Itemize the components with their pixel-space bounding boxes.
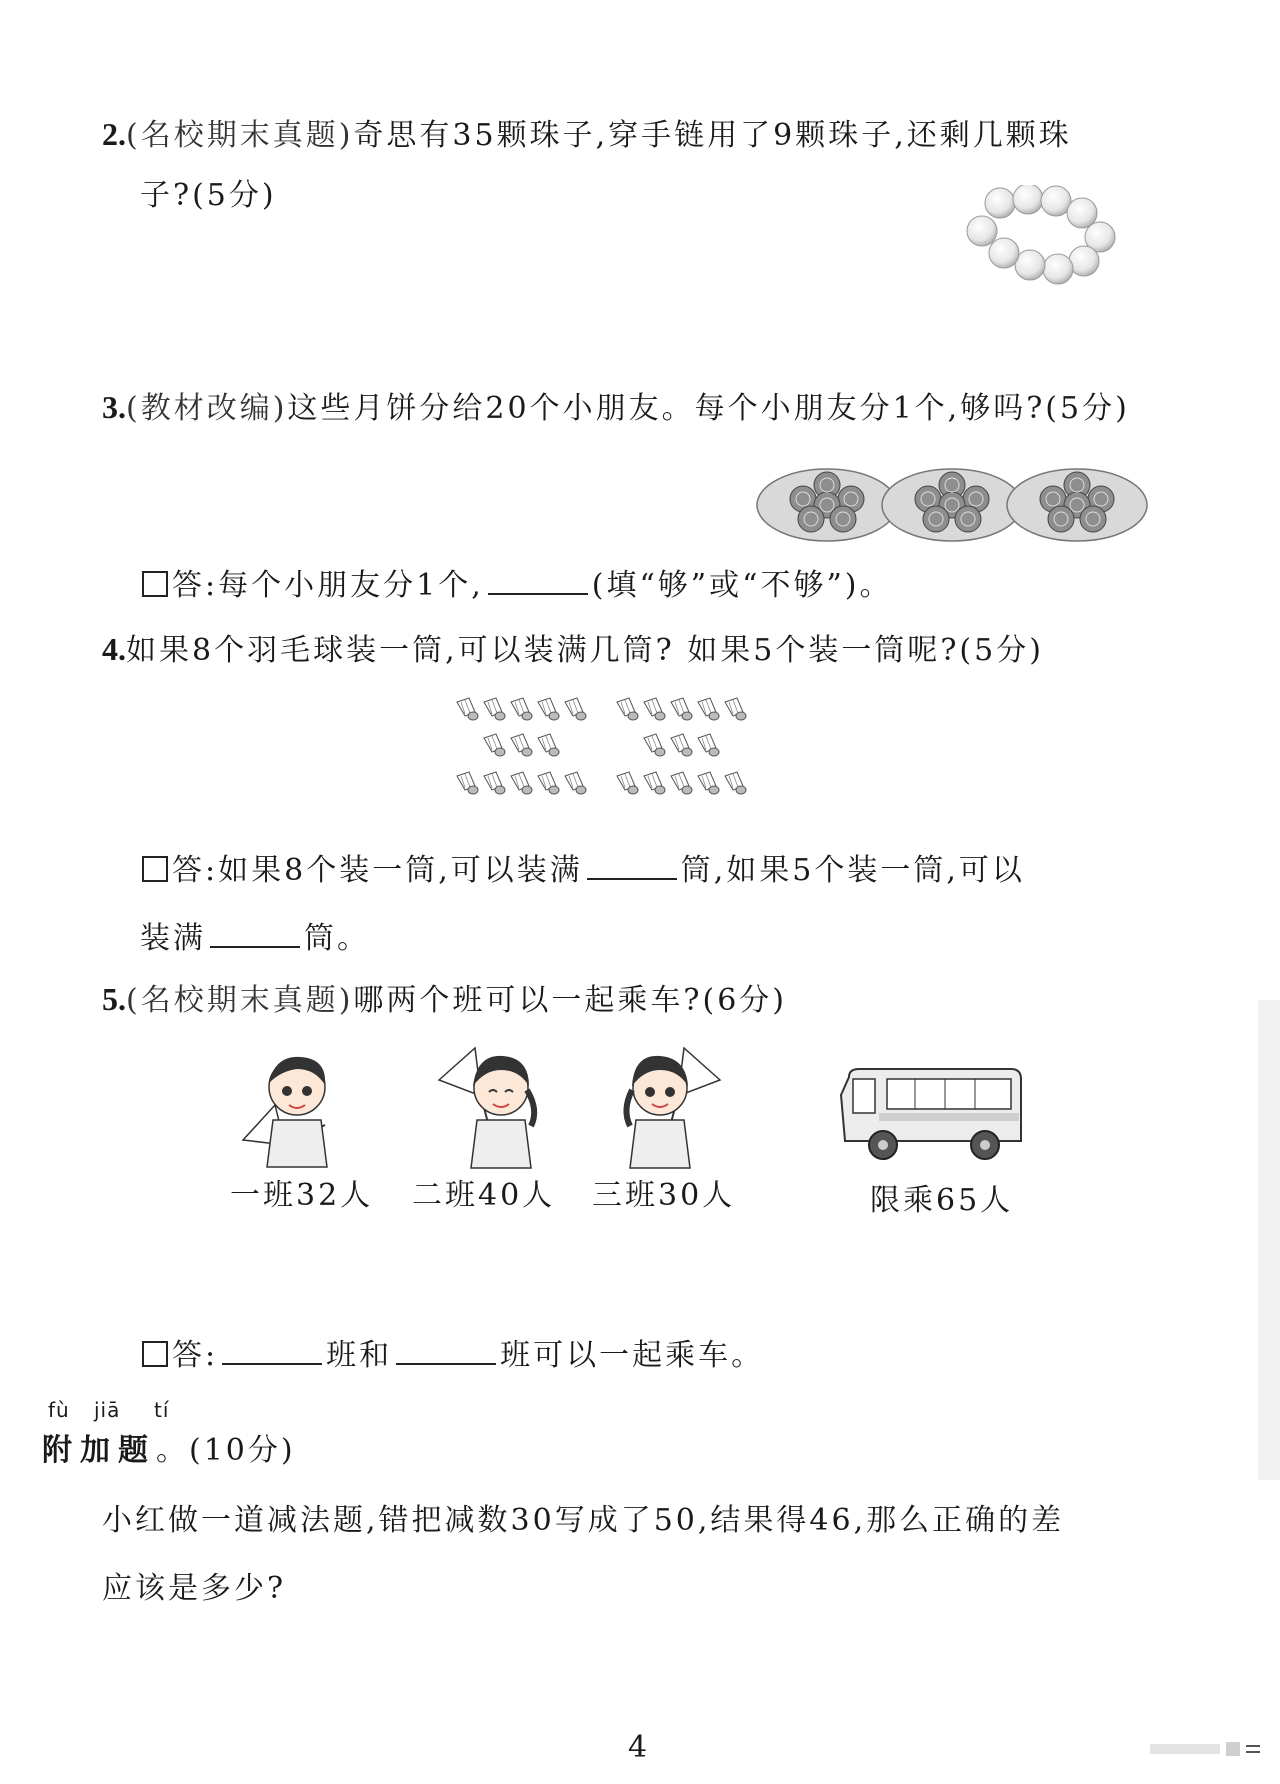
q4-answer-c: 装满 [140,921,206,956]
q3-answer-blank[interactable] [488,567,588,595]
shuttlecock-group-left [457,698,586,794]
q3-answer-hint: (填“够”或“不够”)。 [591,568,893,603]
answer-box-icon [142,856,168,882]
bead [1015,250,1045,280]
q3-text: 这些月饼分给20个小朋友。每个小朋友分1个,够吗?(5分) [287,391,1130,426]
q5-answer-label: 答: [172,1338,219,1373]
q3-answer-line [142,560,893,604]
bead [1069,246,1099,276]
bead [1013,185,1043,214]
bonus-score: 。(10分) [156,1433,296,1468]
mooncake-plates-image [755,455,1225,545]
q2-text-b: 子?(5分) [140,178,277,213]
q2-text-a: 奇思有35颗珠子,穿手链用了9颗珠子,还剩几颗珠 [353,118,1072,153]
answer-box-icon [142,1341,168,1367]
bead [985,188,1015,218]
bonus-pinyin-2: jiā [94,1398,121,1422]
q5-answer-end: 班可以一起乘车。 [500,1338,765,1373]
q2-tag: (名校期末真题) [126,118,354,153]
q5-tag: (名校期末真题) [126,983,354,1018]
q4-answer-d: 筒。 [304,921,370,956]
q3-answer-label: 答:每个小朋友分1个, [172,568,484,603]
q4-line1 [102,625,1044,669]
q2-number: 2. [102,116,126,152]
q2-line1 [102,110,1072,154]
q5-text: 哪两个班可以一起乘车?(6分) [353,983,788,1018]
girl-with-flag-image [435,1040,550,1170]
q3-number: 3. [102,389,126,425]
q4-answer-a: 答:如果8个装一筒,可以装满 [172,853,583,888]
bonus-pinyin-3: tí [154,1398,170,1422]
q4-answer-blank-1[interactable] [587,852,677,880]
class2-label: 二班40人 [412,1178,556,1213]
bus-capacity-label: 限乘65人 [870,1183,1014,1218]
bead-bracelet-image [960,185,1120,285]
q5-answer-mid: 班和 [326,1338,393,1373]
q3-tag: (教材改编) [126,391,288,426]
bonus-title-line [42,1425,296,1469]
watermark-lines-icon [1150,1742,1260,1758]
answer-box-icon [142,571,168,597]
bead [967,216,997,246]
q4-number: 4. [102,631,126,667]
bonus-text-line2 [102,1563,286,1607]
page-number: 4 [628,1730,648,1765]
q5-answer-line [142,1330,764,1374]
bonus-title: 附加题 [42,1433,156,1468]
q4-answer-line1 [142,845,1025,889]
bonus-text-a: 小红做一道减法题,错把减数30写成了50,结果得46,那么正确的差 [102,1503,1065,1538]
class1-label: 一班32人 [230,1178,374,1213]
q4-answer-line2 [140,913,370,957]
bonus-text-line1 [102,1495,1064,1539]
q4-answer-b: 筒,如果5个装一筒,可以 [680,853,1025,888]
q4-text: 如果8个羽毛球装一筒,可以装满几筒? 如果5个装一筒呢?(5分) [126,633,1044,668]
q3-line1 [102,383,1130,427]
bonus-pinyin-1: fù [48,1398,70,1422]
bead [1041,186,1071,216]
bead [1043,254,1073,284]
q4-answer-blank-2[interactable] [210,920,300,948]
q5-answer-blank-2[interactable] [396,1337,496,1365]
shuttlecock-group-right [617,698,746,794]
boy-with-flag-image [235,1045,345,1170]
q5-answer-blank-1[interactable] [222,1337,322,1365]
q5-line1 [102,975,787,1019]
page-edge-shadow [1258,1000,1280,1480]
bus-image [835,1065,1025,1165]
class3-label: 三班30人 [592,1178,736,1213]
bead [989,238,1019,268]
girl-with-flag-2-image [610,1040,725,1170]
bonus-text-b: 应该是多少? [102,1571,287,1606]
shuttlecocks-image [455,690,765,810]
q2-line2 [140,170,277,214]
q5-number: 5. [102,981,126,1017]
